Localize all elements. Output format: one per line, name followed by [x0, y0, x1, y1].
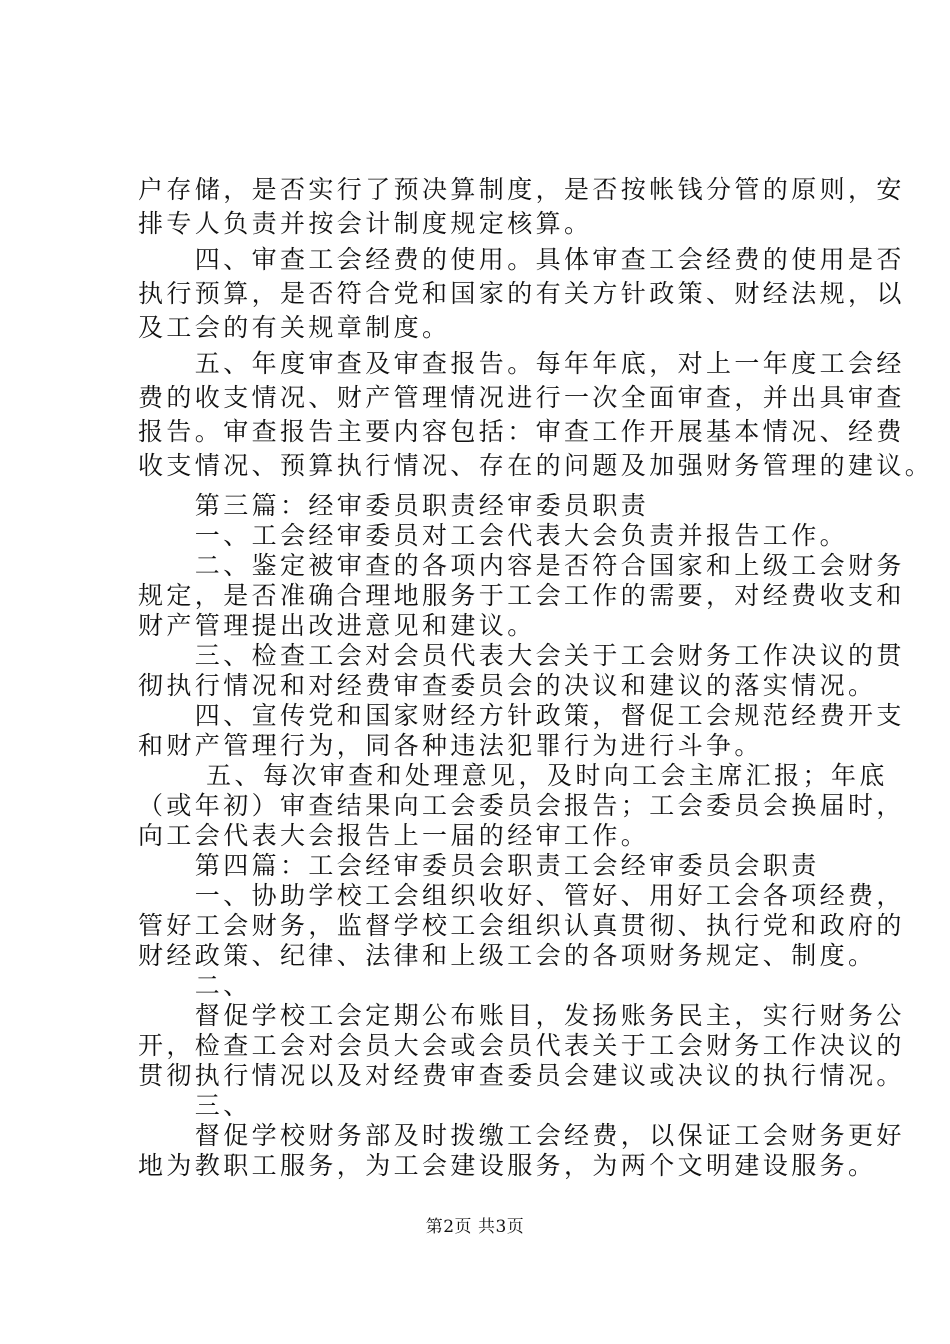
- text-line: 向工会代表大会报告上一届的经审工作。: [138, 821, 650, 850]
- text-line: 收支情况、预算执行情况、存在的问题及加强财务管理的建议。: [138, 451, 934, 480]
- text-line: 一、协助学校工会组织收好、管好、用好工会各项经费，: [138, 881, 905, 910]
- text-line: 四、宣传党和国家财经方针政策，督促工会规范经费开支: [138, 701, 905, 730]
- text-line: 户存储，是否实行了预决算制度，是否按帐钱分管的原则，安: [138, 175, 905, 204]
- text-line: 地为教职工服务，为工会建设服务，为两个文明建设服务。: [138, 1151, 877, 1180]
- text-line: 二、: [138, 971, 252, 1000]
- text-line: 规定，是否准确合理地服务于工会工作的需要，对经费收支和: [138, 581, 905, 610]
- text-line: 彻执行情况和对经费审查委员会的决议和建议的落实情况。: [138, 671, 877, 700]
- text-line: 排专人负责并按会计制度规定核算。: [138, 209, 593, 238]
- text-line: 执行预算，是否符合党和国家的有关方针政策、财经法规，以: [138, 279, 905, 308]
- text-line: 财产管理提出改进意见和建议。: [138, 611, 536, 640]
- text-line: 财经政策、纪律、法律和上级工会的各项财务规定、制度。: [138, 941, 877, 970]
- text-line: 督促学校财务部及时拨缴工会经费，以保证工会财务更好: [138, 1121, 905, 1150]
- section-heading: 第四篇：工会经审委员会职责工会经审委员会职责: [138, 851, 820, 880]
- text-line: 管好工会财务，监督学校工会组织认真贯彻、执行党和政府的: [138, 911, 905, 940]
- page-number: 第2页 共3页: [425, 1217, 525, 1237]
- text-line: 督促学校工会定期公布账目，发扬账务民主，实行财务公: [138, 1001, 905, 1030]
- text-line: 三、检查工会对会员代表大会关于工会财务工作决议的贯: [138, 641, 905, 670]
- text-line: 四、审查工会经费的使用。具体审查工会经费的使用是否: [138, 245, 905, 274]
- text-line: 费的收支情况、财产管理情况进行一次全面审查，并出具审查: [138, 383, 905, 412]
- text-line: 一、工会经审委员对工会代表大会负责并报告工作。: [138, 521, 849, 550]
- text-line: 及工会的有关规章制度。: [138, 313, 451, 342]
- text-line: 三、: [138, 1091, 252, 1120]
- section-heading: 第三篇：经审委员职责经审委员职责: [138, 491, 650, 520]
- text-line: 五、每次审查和处理意见，及时向工会主席汇报；年底: [138, 761, 888, 790]
- text-line: 二、鉴定被审查的各项内容是否符合国家和上级工会财务: [138, 551, 905, 580]
- text-line: （或年初）审查结果向工会委员会报告；工会委员会换届时，: [138, 791, 905, 820]
- text-line: 和财产管理行为，同各种违法犯罪行为进行斗争。: [138, 731, 763, 760]
- text-line: 开，检查工会对会员大会或会员代表关于工会财务工作决议的: [138, 1031, 905, 1060]
- text-line: 报告。审查报告主要内容包括：审查工作开展基本情况、经费: [138, 417, 905, 446]
- text-line: 贯彻执行情况以及对经费审查委员会建议或决议的执行情况。: [138, 1061, 905, 1090]
- text-line: 五、年度审查及审查报告。每年年底，对上一年度工会经: [138, 349, 905, 378]
